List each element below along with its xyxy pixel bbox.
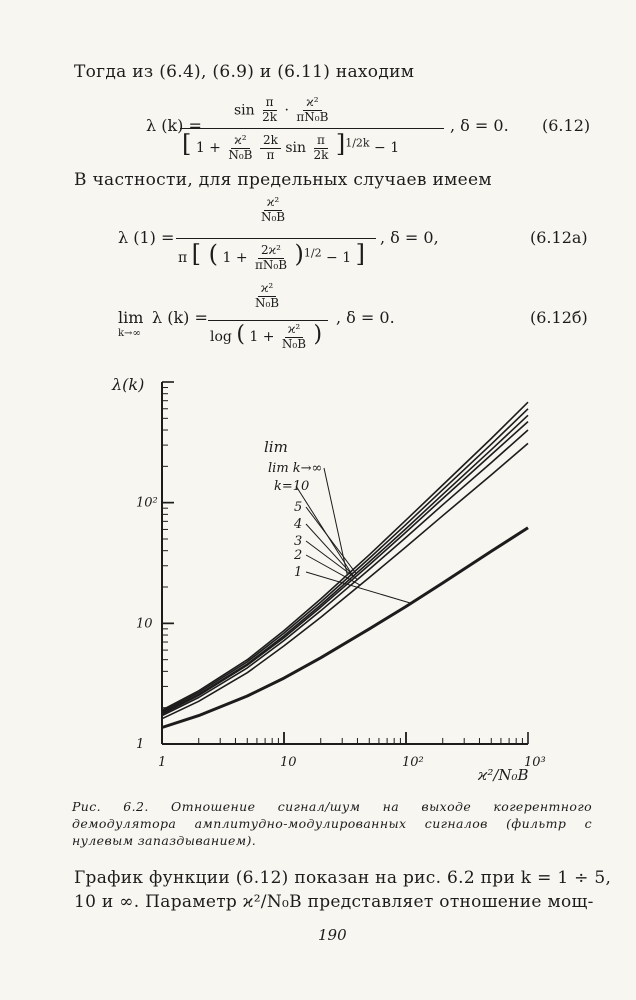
x-axis-title: ϰ²/N₀B (478, 766, 529, 784)
legend-label: lim k→∞ (268, 461, 323, 476)
equation-6-12b (118, 282, 618, 362)
legend-label: 2 (294, 548, 303, 563)
series-line (162, 430, 528, 716)
eq612b-lim: lim (118, 308, 144, 327)
page-number: 190 (318, 926, 347, 944)
eq612b-denominator: log ( 1 + $\frac{\text{ϰ²}}{\text{N₀B}}$ ) (210, 321, 323, 351)
eq612b-numerator: $\frac{\text{ϰ²}}{\text{N₀B}}$ (255, 281, 280, 310)
series-line (162, 528, 528, 728)
eq612a-condition: , δ = 0, (380, 228, 439, 247)
equation-6-12a (118, 196, 618, 276)
eq612a-denominator: π [ ( 1 + $\frac{\text{2ϰ²}}{\text{πN₀B}}$ )$^{1/2}$ − 1 ] (178, 240, 365, 272)
eq612b-lim-sub: k→∞ (118, 328, 141, 339)
eq612a-numerator: $\frac{\text{ϰ²}}{\text{N₀B}}$ (261, 195, 286, 224)
eq612-condition: , δ = 0. (450, 116, 509, 135)
figure-caption (72, 798, 592, 849)
eq612a-tag: (6.12а) (530, 228, 588, 247)
legend-label: 5 (294, 500, 303, 515)
eq612b-lhs: λ (k) = (152, 308, 208, 327)
equation-6-12 (146, 92, 626, 164)
legend-label: 4 (294, 517, 303, 532)
eq612b-tag: (6.12б) (530, 308, 588, 327)
eq612-tag: (6.12) (542, 116, 591, 135)
legend-leader-line (306, 507, 356, 574)
y-tick-label: 10 (136, 616, 153, 632)
eq612-main-bar (180, 128, 444, 129)
y-axis-title: λ(k) (112, 375, 145, 394)
eq612b-main-bar (208, 320, 328, 321)
series-line (162, 402, 528, 710)
caption-label: Рис. 6.2. (72, 799, 149, 814)
closing-line-1: График функции (6.12) показан на рис. 6.2 при k = 1 ÷ 5, (74, 868, 612, 888)
eq612-denominator: [ 1 + $\frac{\text{ϰ²}}{\text{N₀B}}$ $\frac{2k}{\pi}$ sin $\frac{\pi}{2k}$ ]$^{1/2k}$ − 1 (182, 130, 400, 162)
legend-label: k=10 (274, 479, 310, 494)
x-tick-label: 10 (280, 755, 297, 770)
intro-text: Тогда из (6.4), (6.9) и (6.11) находим (74, 62, 415, 82)
legend-header: lim (264, 438, 288, 456)
legend-leader-line (306, 524, 355, 578)
figure-6-2-chart (0, 360, 636, 800)
eq612a-main-bar (176, 238, 376, 239)
legend-leader-line (324, 468, 347, 575)
eq612b-condition: , δ = 0. (336, 308, 395, 327)
y-tick-label: 10² (136, 495, 158, 511)
particular-text: В частности, для предельных случаев имеем (74, 170, 492, 190)
closing-line-2: 10 и ∞. Параметр ϰ²/N₀B представляет отношение мощ- (74, 892, 594, 912)
legend-label: 1 (294, 565, 303, 580)
series-line (162, 409, 528, 712)
x-tick-label: 1 (158, 755, 167, 770)
eq612a-lhs: λ (1) = (118, 228, 175, 247)
eq612-lhs: λ (k) = (146, 116, 202, 135)
x-tick-label: 10³ (524, 755, 546, 770)
y-tick-label: 1 (136, 737, 145, 752)
caption-text: Отношение сигнал/шум на выходе когерентного демодулятора амплитудно-модулированных сигналов (фильтр с нулевым запаздыванием). (72, 799, 593, 848)
legend-label: 3 (294, 534, 303, 549)
x-tick-label: 10² (402, 755, 424, 770)
eq612-numerator: sin $\frac{\pi}{2k}$ · $\frac{\text{ϰ²}}{\text{πN₀B}}$ (234, 95, 329, 124)
legend-leader-line (306, 541, 357, 579)
